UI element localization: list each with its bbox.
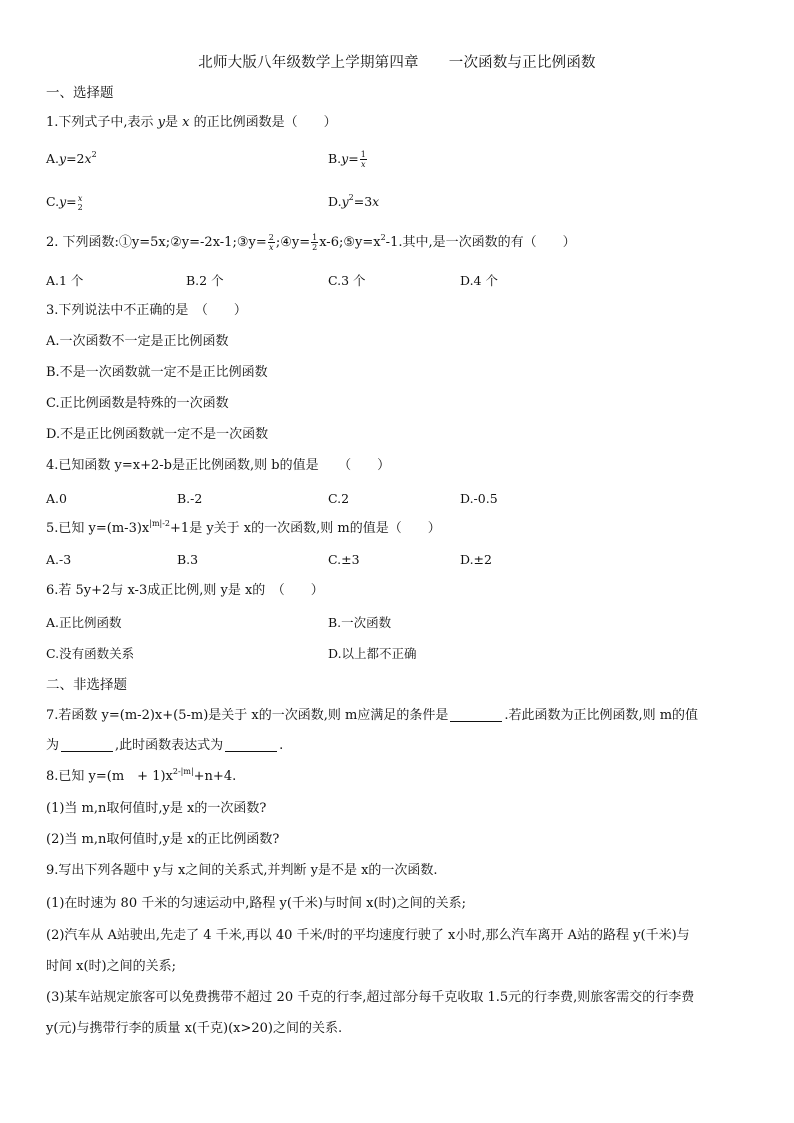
question-7-line-1: 7.若函数 y=(m-2)x+(5-m)是关于 x的一次函数,则 m应满足的条件是 .若此函数为正比例函数,则 m的值 <box>46 708 699 723</box>
q1-option-d: $D.y^2=3x$ <box>328 193 380 209</box>
title-left: 北师大版八年级数学上学期第四章 <box>198 55 419 71</box>
q4-option-d: D.-0.5 <box>460 491 498 506</box>
q2-option-d: D.4 个 <box>460 273 498 288</box>
question-3-stem: 3.下列说法中不正确的是 （ ） <box>46 303 247 318</box>
q3-option-b: B.不是一次函数就一定不是正比例函数 <box>46 365 268 380</box>
section-heading-choice: 一、选择题 <box>46 85 114 101</box>
question-8-stem: 8.已知 y=(m + $1)x^{2-|m|}+n+4$. <box>46 767 237 784</box>
question-9-part-2-line-1: (2)汽车从 A站驶出,先走了 4 千米,再以 40 千米/时的平均速度行驶了 x小时,那么汽车离开 A站的路程 y(千米)与 <box>46 928 690 943</box>
q1-option-c: C.y= x 2 <box>46 193 83 212</box>
section-heading-nonchoice: 二、非选择题 <box>46 677 127 693</box>
q3-option-a: A.一次函数不一定是正比例函数 <box>46 334 229 349</box>
q6-option-d: D.以上都不正确 <box>328 646 417 661</box>
question-8-part-1: (1)当 m,n取何值时,y是 x的一次函数? <box>46 801 267 816</box>
question-9-part-3-line-2: y(元)与携带行李的质量 x(千克)(x>20)之间的关系. <box>46 1021 343 1036</box>
q6-option-a: A.正比例函数 <box>46 615 122 630</box>
answer-blank-1[interactable] <box>450 707 502 722</box>
question-7-line-2: 为 ,此时函数表达式为 . <box>46 738 284 753</box>
q4-option-b: B.-2 <box>177 491 203 506</box>
question-9-stem: 9.写出下列各题中 y与 x之间的关系式,并判断 y是不是 x的一次函数. <box>46 863 438 878</box>
q4-option-a: A.0 <box>46 491 67 506</box>
q6-option-b: B.一次函数 <box>328 615 392 630</box>
q5-option-c: C.±3 <box>328 552 360 567</box>
question-4-stem: 4.已知函数 y=x+2-b是正比例函数,则 b的值是 （ ） <box>46 458 391 473</box>
answer-blank-3[interactable] <box>225 737 277 752</box>
question-1-stem: 1.下列式子中,表示 y是 x 的正比例函数是（ ） <box>46 115 337 130</box>
question-9-part-2-line-2: 时间 x(时)之间的关系; <box>46 959 176 974</box>
q2-option-a: A.1 个 <box>46 273 84 288</box>
q2-option-c: C.3 个 <box>328 273 366 288</box>
question-9-part-3-line-1: (3)某车站规定旅客可以免费携带不超过 20 千克的行李,超过部分每千克收取 1.5元的行李费,则旅客需交的行李费 <box>46 990 695 1005</box>
q5-option-a: A.-3 <box>46 552 72 567</box>
question-9-part-1: (1)在时速为 80 千米的匀速运动中,路程 y(千米)与时间 x(时)之间的关系; <box>46 896 466 911</box>
q3-option-c: C.正比例函数是特殊的一次函数 <box>46 396 229 411</box>
answer-blank-2[interactable] <box>61 737 113 752</box>
q3-option-d: D.不是正比例函数就一定不是一次函数 <box>46 427 269 442</box>
question-8-part-2: (2)当 m,n取何值时,y是 x的正比例函数? <box>46 832 280 847</box>
question-2-stem: 2. 下列函数:①y=5x;②y=-2x-1;③y= $\frac{2}{x}$ ;④y= $\frac{1}{2}$ $x-6;⑤y=x^2-1$.其中,是一次函数的有（ ） <box>46 233 576 252</box>
q1-option-b: B.y= $\frac{1}{x}$ <box>328 150 366 169</box>
q4-option-c: C.2 <box>328 491 350 506</box>
q5-option-b: B.3 <box>177 552 199 567</box>
page-title <box>0 51 794 72</box>
q1-option-a: $A.y=2x^2$ <box>46 150 97 166</box>
question-5-stem: 5.已知 $y=(m-3)x^{|m|-2}+1$是 y关于 x的一次函数,则 m的值是（ ） <box>46 519 441 536</box>
q6-option-c: C.没有函数关系 <box>46 646 135 661</box>
q2-option-b: B.2 个 <box>186 273 224 288</box>
title-right: 一次函数与正比例函数 <box>448 55 596 71</box>
q5-option-d: D.±2 <box>460 552 492 567</box>
question-6-stem: 6.若 5y+2与 x-3成正比例,则 y是 x的 （ ） <box>46 583 324 598</box>
